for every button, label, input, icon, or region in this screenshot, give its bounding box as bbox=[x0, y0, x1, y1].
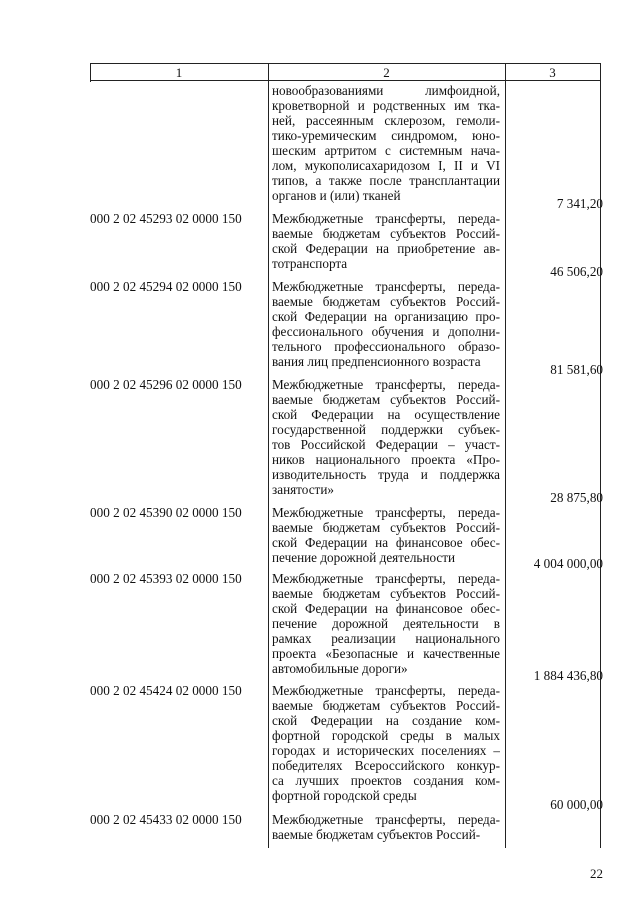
description-line: фессионального обучения и дополни- bbox=[272, 324, 500, 339]
description-line: ваемые бюджетам субъектов Россий- bbox=[272, 520, 500, 535]
table-cell-code: 000 2 02 45390 02 0000 150 bbox=[90, 505, 242, 520]
table-cell-description bbox=[272, 377, 500, 497]
description-line: Межбюджетные трансферты, переда- bbox=[272, 812, 500, 827]
description-line: типов, а также после трансплантации bbox=[272, 173, 500, 188]
description-line: фортной городской среды в малых bbox=[272, 728, 500, 743]
description-line: автомобильные дороги» bbox=[272, 661, 408, 676]
description-line: ваемые бюджетам субъектов Россий- bbox=[272, 294, 500, 309]
table-cell-description bbox=[272, 83, 500, 203]
description-line: ваемые бюджетам субъектов Россий- bbox=[272, 586, 500, 601]
table-cell-amount: 28 875,80 bbox=[550, 490, 603, 505]
table-cell-description bbox=[272, 279, 500, 369]
description-line: тотранспорта bbox=[272, 256, 348, 271]
table-cell-amount: 7 341,20 bbox=[556, 196, 603, 211]
table-cell-description bbox=[272, 683, 500, 803]
description-line: шеским артритом с системным нача- bbox=[272, 143, 500, 158]
table-cell-description bbox=[272, 812, 500, 842]
table-cell-amount: 81 581,60 bbox=[550, 362, 603, 377]
table-cell-description bbox=[272, 505, 500, 565]
description-line: ников национального проекта «Про- bbox=[272, 452, 500, 467]
description-line: ской Федерации на финансовое обес- bbox=[272, 535, 500, 550]
table-cell-amount: 46 506,20 bbox=[550, 264, 603, 279]
description-line: ваемые бюджетам субъектов Россий- bbox=[272, 698, 500, 713]
description-line: лом, мукополисахаридозом I, II и VI bbox=[272, 158, 500, 173]
description-line: тов Российской Федерации – участ- bbox=[272, 437, 500, 452]
description-line: рамках реализации национального bbox=[272, 631, 500, 646]
header-col-1: 1 bbox=[175, 65, 183, 80]
description-line: са лучших проектов создания ком- bbox=[272, 773, 500, 788]
description-line: занятости» bbox=[272, 482, 334, 497]
header-col-2: 2 bbox=[383, 65, 390, 80]
description-line: проекта «Безопасные и качественные bbox=[272, 646, 500, 661]
description-line: Межбюджетные трансферты, переда- bbox=[272, 683, 500, 698]
description-line: печение дорожной деятельности bbox=[272, 550, 456, 565]
description-line: ской Федерации на финансовое обес- bbox=[272, 601, 500, 616]
description-line: тельного профессионального образо- bbox=[272, 339, 500, 354]
description-line: печение дорожной деятельности в bbox=[272, 616, 500, 631]
table-cell-code: 000 2 02 45296 02 0000 150 bbox=[90, 377, 242, 392]
table-cell-code: 000 2 02 45294 02 0000 150 bbox=[90, 279, 242, 294]
table-cell-code: 000 2 02 45424 02 0000 150 bbox=[90, 683, 242, 698]
description-line: ваемые бюджетам субъектов Россий- bbox=[272, 827, 481, 842]
description-line: ваемые бюджетам субъектов Россий- bbox=[272, 226, 500, 241]
description-line: Межбюджетные трансферты, переда- bbox=[272, 279, 500, 294]
description-line: новообразованиями лимфоидной, bbox=[272, 83, 500, 98]
page-number: 22 bbox=[590, 866, 603, 881]
description-line: тико-уремическим синдромом, юно- bbox=[272, 128, 500, 143]
header-col-3: 3 bbox=[549, 65, 556, 80]
description-line: Межбюджетные трансферты, переда- bbox=[272, 505, 500, 520]
description-line: фортной городской среды bbox=[272, 788, 417, 803]
description-line: ской Федерации на осуществление bbox=[272, 407, 500, 422]
table-cell-description bbox=[272, 211, 500, 271]
description-line: государственной поддержки субъек- bbox=[272, 422, 500, 437]
table-cell-code: 000 2 02 45433 02 0000 150 bbox=[90, 812, 242, 827]
description-line: Межбюджетные трансферты, переда- bbox=[272, 571, 500, 586]
description-line: кроветворной и родственных им тка- bbox=[272, 98, 500, 113]
table-cell-amount: 4 004 000,00 bbox=[533, 556, 603, 571]
description-line: городах и исторических поселениях – bbox=[272, 743, 500, 758]
table-cell-code: 000 2 02 45293 02 0000 150 bbox=[90, 211, 242, 226]
table-cell-amount: 60 000,00 bbox=[550, 797, 603, 812]
description-line: Межбюджетные трансферты, переда- bbox=[272, 377, 500, 392]
description-line: победителях Всероссийского конкур- bbox=[272, 758, 500, 773]
table-cell-description bbox=[272, 571, 500, 676]
description-line: ской Федерации на приобретение ав- bbox=[272, 241, 500, 256]
description-line: вания лиц предпенсионного возраста bbox=[272, 354, 481, 369]
description-line: ской Федерации на создание ком- bbox=[272, 713, 500, 728]
table-cell-amount: 1 884 436,80 bbox=[533, 668, 603, 683]
description-line: ской Федерации на организацию про- bbox=[272, 309, 500, 324]
description-line: органов и (или) тканей bbox=[272, 188, 401, 203]
description-line: ваемые бюджетам субъектов Россий- bbox=[272, 392, 500, 407]
description-line: ней, рассеянным склерозом, гемоли- bbox=[272, 113, 500, 128]
description-line: Межбюджетные трансферты, переда- bbox=[272, 211, 500, 226]
table-cell-code: 000 2 02 45393 02 0000 150 bbox=[90, 571, 242, 586]
description-line: изводительность труда и поддержка bbox=[272, 467, 500, 482]
